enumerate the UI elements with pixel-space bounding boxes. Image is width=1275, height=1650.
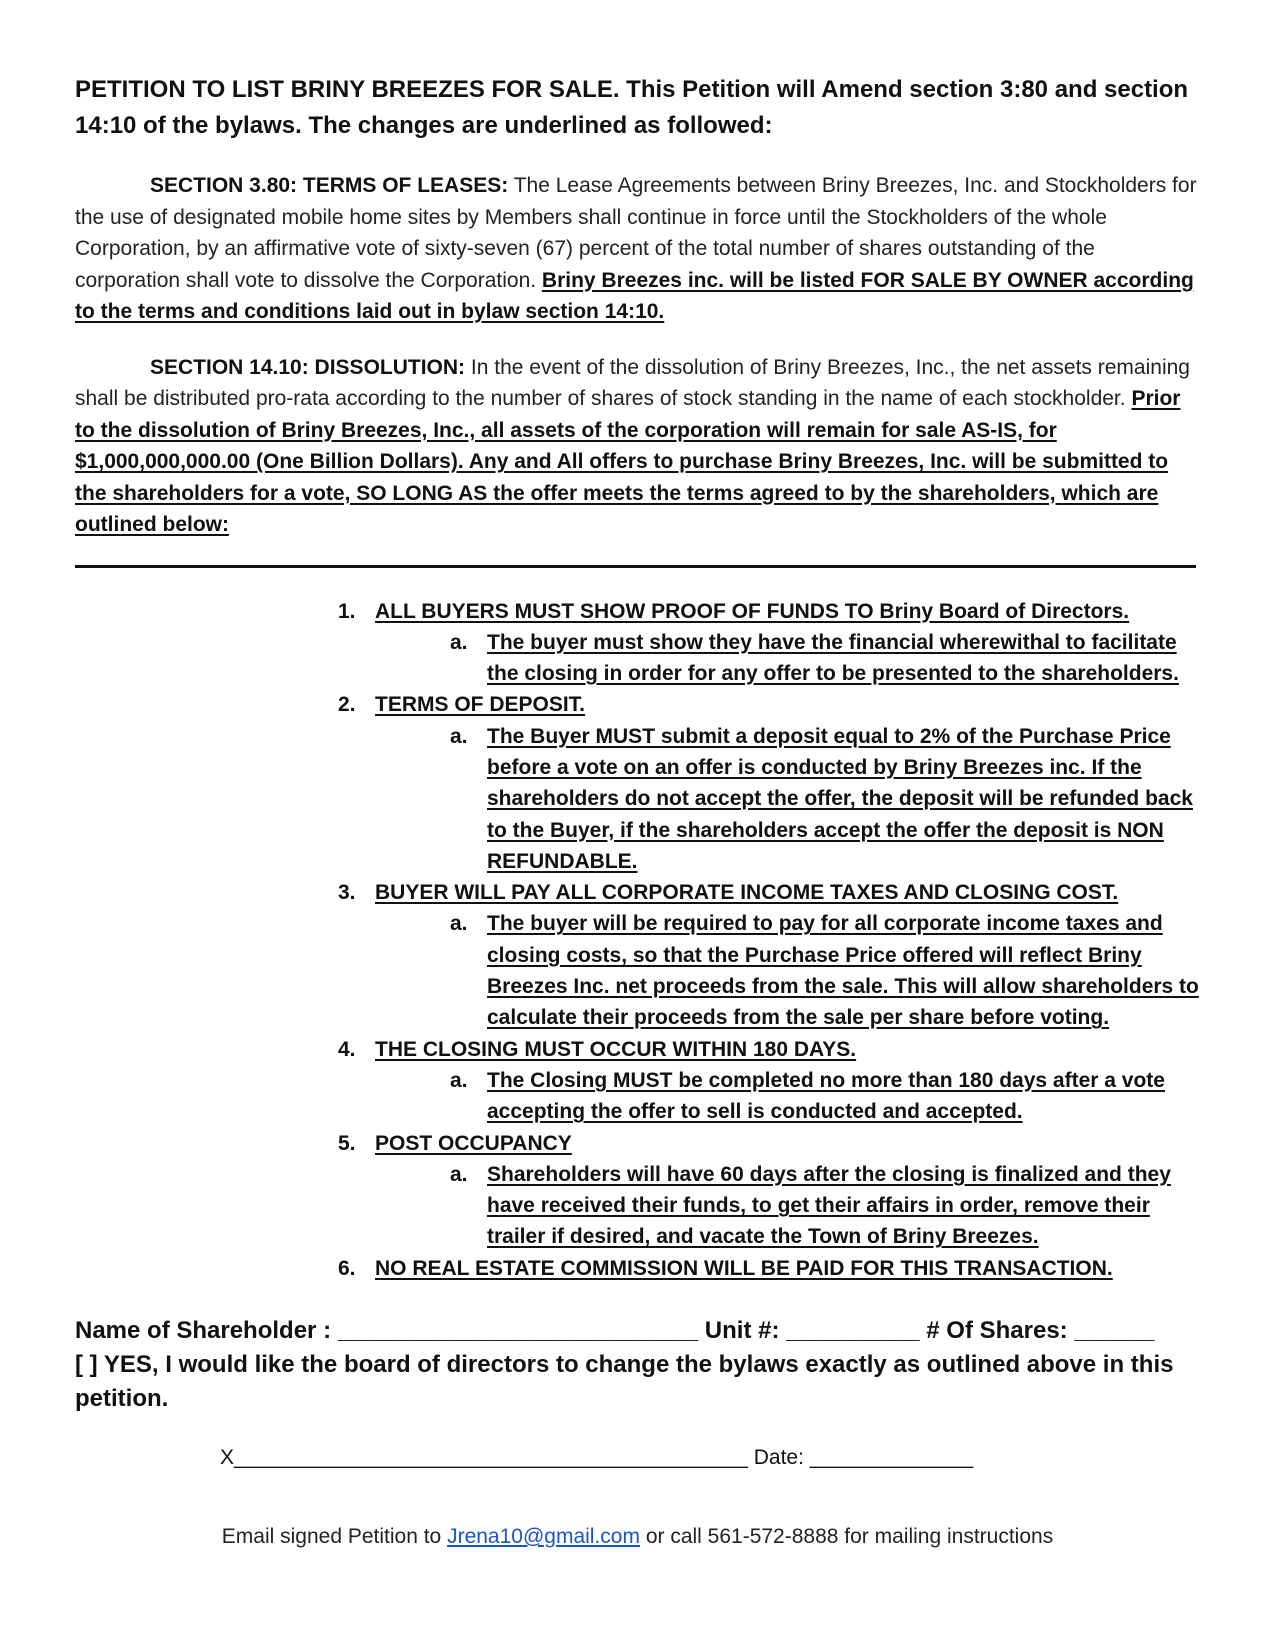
- term-item-2: [338, 689, 1200, 877]
- petition-title: PETITION TO LIST BRINY BREEZES FOR SALE. This Petition will Amend section 3:80 and section 14:10 of the bylaws. The changes are underlined as followed:: [75, 76, 1189, 139]
- section-3-80: [75, 170, 1200, 328]
- term-title: TERMS OF DEPOSIT.: [375, 693, 586, 717]
- shareholder-fields: [75, 1314, 1200, 1348]
- sub-text: The buyer must show they have the financial wherewithal to facilitate the closing in order for any offer to be presented to the shareholders.: [487, 630, 1179, 686]
- sub-letter: a.: [450, 912, 468, 936]
- term-number: 5.: [338, 1131, 356, 1155]
- horizontal-divider: [75, 565, 1196, 568]
- term-sub-item: [375, 908, 1200, 1033]
- section-3-80-body: The Lease Agreements between Briny Breezes, Inc. and Stockholders for the use of designated mobile home sites by Members shall continue in force until the Stockholders of the whole Corporation, by an affirmative vote of sixty-seven (67) percent of the total number of shares outstanding of the corporation shall vote to dissolve the Corporation.: [75, 174, 1197, 292]
- footer-after: or call 561-572-8888 for mailing instructions: [639, 1525, 1054, 1548]
- sub-text: Shareholders will have 60 days after the closing is finalized and they have received their funds, to get their affairs in order, remove their trailer if desired, and vacate the Town of Briny Breezes.: [487, 1162, 1171, 1249]
- signature-prefix: X: [220, 1446, 235, 1470]
- section-14-10-heading: SECTION 14.10: DISSOLUTION:: [150, 355, 466, 379]
- name-label: Name of Shareholder :: [75, 1317, 338, 1345]
- sub-letter: a.: [450, 1162, 468, 1186]
- section-14-10: [75, 352, 1200, 541]
- petition-document: [75, 72, 1200, 1470]
- sub-letter: a.: [450, 630, 468, 654]
- date-label: Date:: [747, 1446, 810, 1470]
- term-sub-item: [375, 1065, 1200, 1128]
- term-item-6: [338, 1253, 1200, 1284]
- footer-instructions: [0, 1525, 1275, 1549]
- term-title: ALL BUYERS MUST SHOW PROOF OF FUNDS TO Briny Board of Directors.: [375, 599, 1130, 623]
- term-number: 1.: [338, 599, 356, 623]
- unit-label: Unit #:: [698, 1317, 787, 1345]
- vote-statement: [75, 1348, 1200, 1416]
- term-sub-item: [375, 627, 1200, 690]
- signature-row: [75, 1446, 1200, 1470]
- signature-field[interactable]: ____________________________________________: [234, 1446, 748, 1470]
- vote-text: YES, I would like the board of directors to change the bylaws exactly as outlined above in this petition.: [75, 1351, 1174, 1413]
- sub-text: The Buyer MUST submit a deposit equal to 2% of the Purchase Price before a vote on an offer is conducted by Briny Breezes inc. If the shareholders do not accept the offer, the deposit will be refunded back to the Buyer, if the shareholders accept the offer the deposit is NON REFUNDABLE.: [487, 724, 1193, 873]
- term-number: 6.: [338, 1256, 356, 1280]
- section-14-10-amendment: Prior to the dissolution of Briny Breezes, Inc., all assets of the corporation will remain for sale AS-IS, for $1,000,000,000.00 (One Billion Dollars). Any and All offers to purchase Briny Breezes, Inc. will be submitted to the shareholders for a vote, SO LONG AS the offer meets the terms agreed to by the shareholders, which are outlined below:: [75, 387, 1181, 536]
- term-title: POST OCCUPANCY: [375, 1131, 572, 1155]
- shares-label: # Of Shares:: [919, 1317, 1075, 1345]
- section-3-80-heading: SECTION 3.80: TERMS OF LEASES:: [150, 174, 509, 197]
- term-item-4: [338, 1034, 1200, 1128]
- email-link[interactable]: Jrena10@gmail.com: [447, 1525, 640, 1548]
- term-number: 3.: [338, 881, 356, 905]
- term-title: NO REAL ESTATE COMMISSION WILL BE PAID FOR THIS TRANSACTION.: [375, 1256, 1113, 1280]
- sub-text: The buyer will be required to pay for all corporate income taxes and closing costs, so that the Purchase Price offered will reflect Briny Breezes Inc. net proceeds from the sale. This will allow shareholders to calculate their proceeds from the sale per share before voting.: [487, 912, 1199, 1030]
- term-number: 2.: [338, 693, 356, 717]
- sub-letter: a.: [450, 724, 468, 748]
- sale-terms-list: [338, 596, 1200, 1285]
- term-sub-item: [375, 721, 1200, 877]
- term-title: THE CLOSING MUST OCCUR WITHIN 180 DAYS.: [375, 1037, 857, 1061]
- sub-text: The Closing MUST be completed no more than 180 days after a vote accepting the offer to sell is conducted and accepted.: [487, 1068, 1165, 1124]
- section-3-80-amendment: Briny Breezes inc. will be listed FOR SALE BY OWNER according to the terms and conditions laid out in bylaw section 14:10.: [75, 268, 1194, 323]
- sub-letter: a.: [450, 1068, 468, 1092]
- term-title: BUYER WILL PAY ALL CORPORATE INCOME TAXES AND CLOSING COST.: [375, 881, 1119, 905]
- section-14-10-body: In the event of the dissolution of Briny Breezes, Inc., the net assets remaining shall be distributed pro-rata according to the number of shares of stock standing in the name of each stockholder.: [75, 355, 1190, 410]
- name-field[interactable]: ___________________________: [337, 1317, 699, 1345]
- term-item-3: [338, 877, 1200, 1033]
- term-sub-item: [375, 1159, 1200, 1253]
- shares-field[interactable]: ______: [1074, 1317, 1155, 1345]
- unit-field[interactable]: __________: [786, 1317, 920, 1345]
- footer-before: Email signed Petition to: [221, 1525, 448, 1548]
- term-number: 4.: [338, 1037, 356, 1061]
- date-field[interactable]: ______________: [809, 1446, 974, 1470]
- term-item-5: [338, 1128, 1200, 1253]
- term-item-1: [338, 596, 1200, 690]
- yes-checkbox[interactable]: [ ]: [75, 1351, 98, 1379]
